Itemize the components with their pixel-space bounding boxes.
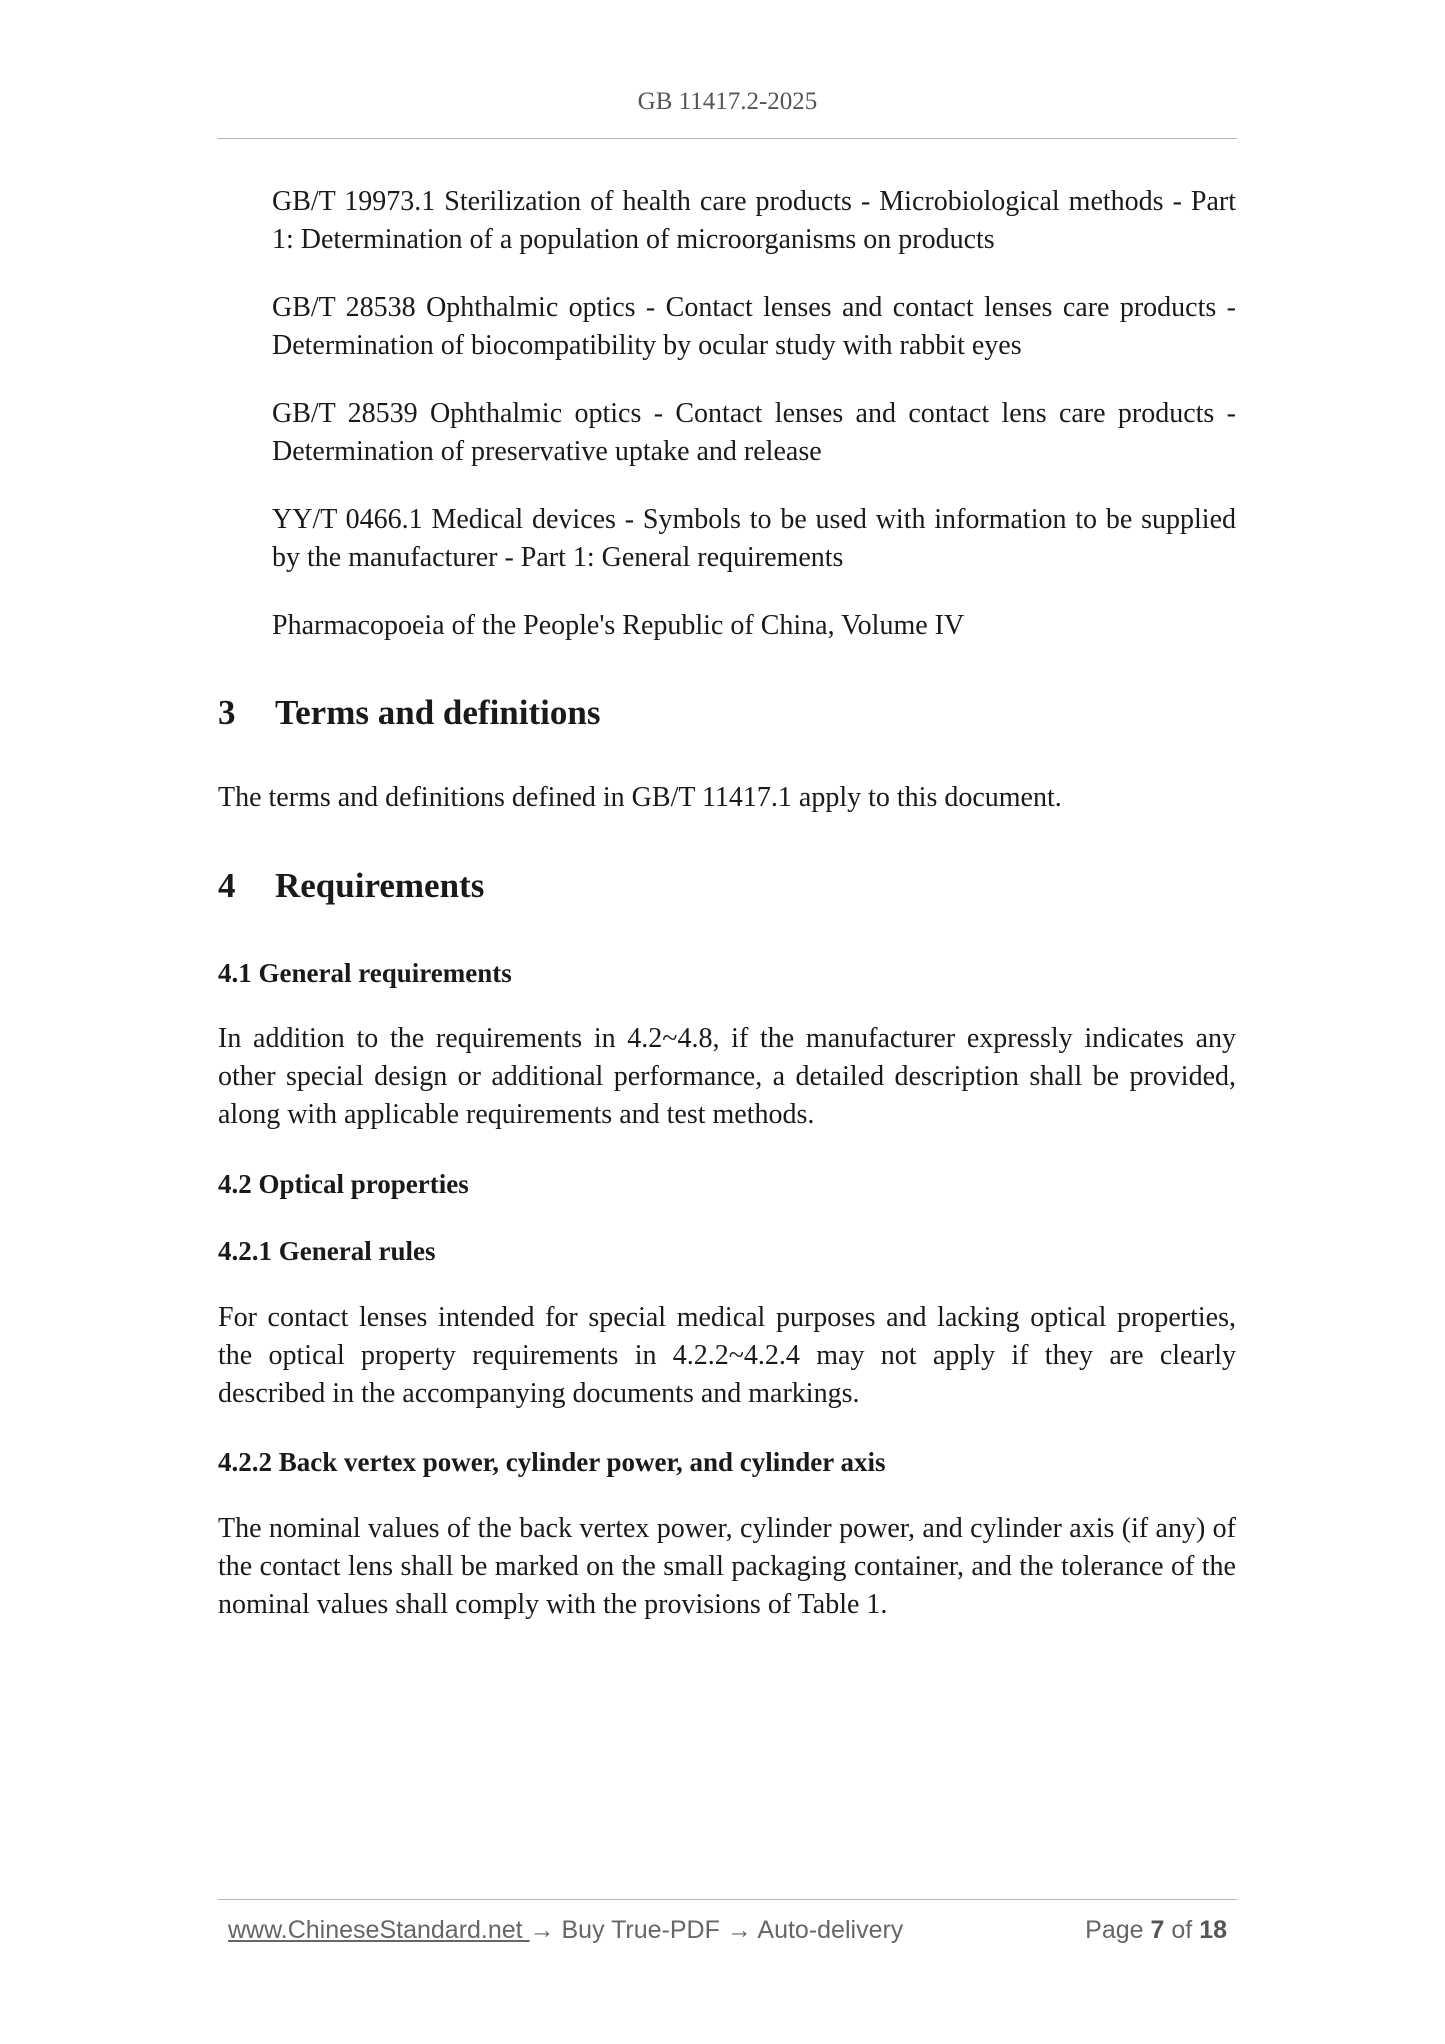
document-id: GB 11417.2-2025 [637, 88, 818, 115]
current-page: 7 [1150, 1916, 1165, 1944]
website-link[interactable]: www.ChineseStandard.net [228, 1916, 530, 1944]
reference-item: GB/T 19973.1 Sterilization of health care products - Microbiological methods - Part 1: Determination of a population of microorganisms on products [272, 186, 1236, 255]
subsection-4-2-2-paragraph: The nominal values of the back vertex power, cylinder power, and cylinder axis (if any) of the contact lens shall be marked on the small packaging container, and the tolerance of the nominal values shall comply with the provisions of Table 1. [218, 1513, 1236, 1620]
section-title: Requirements [275, 866, 485, 905]
section-number: 4 [218, 866, 236, 905]
subsection-4-2-heading: 4.2 Optical properties [218, 1169, 469, 1199]
subsection-4-2-1-paragraph: For contact lenses intended for special medical purposes and lacking optical properties, the optical property requirements in 4.2.2~4.2.4 may not apply if they are clearly described in the accompanying documents and markings. [218, 1302, 1236, 1409]
buy-pdf-text: Buy True-PDF [554, 1916, 727, 1944]
section-3-heading [218, 689, 600, 737]
total-pages: 18 [1199, 1916, 1227, 1944]
section-3-paragraph: The terms and definitions defined in GB/T 11417.1 apply to this document. [218, 782, 1062, 813]
section-number: 3 [218, 693, 236, 732]
arrow-right-icon: → [726, 1916, 752, 1944]
reference-item: GB/T 28538 Ophthalmic optics - Contact lenses and contact lenses care products - Determination of biocompatibility by ocular study with rabbit eyes [272, 292, 1236, 361]
reference-item: YY/T 0466.1 Medical devices - Symbols to be used with information to be supplied by the manufacturer - Part 1: General requirements [272, 504, 1236, 573]
subsection-4-1-heading: 4.1 General requirements [218, 958, 512, 988]
subsection-4-2-1-heading: 4.2.1 General rules [218, 1236, 436, 1266]
page-label: Page [1085, 1916, 1144, 1944]
section-title: Terms and definitions [275, 693, 601, 732]
section-4-heading [218, 862, 484, 910]
arrow-right-icon: → [529, 1916, 555, 1944]
subsection-4-1-paragraph: In addition to the requirements in 4.2~4.8, if the manufacturer expressly indicates any other special design or additional performance, a detailed description shall be provided, along with applicable requirements and test methods. [218, 1023, 1236, 1130]
reference-item: Pharmacopoeia of the People's Republic of China, Volume IV [272, 610, 965, 641]
of-label: of [1171, 1916, 1193, 1944]
page-footer [218, 1899, 1237, 1960]
page-number [1085, 1916, 1227, 1945]
subsection-4-2-2-heading: 4.2.2 Back vertex power, cylinder power, and cylinder axis [218, 1447, 886, 1477]
reference-item: GB/T 28539 Ophthalmic optics - Contact lenses and contact lens care products - Determination of preservative uptake and release [272, 398, 1236, 467]
page-header [218, 84, 1237, 139]
footer-promo [228, 1916, 903, 1945]
auto-delivery-text: Auto-delivery [751, 1916, 904, 1944]
